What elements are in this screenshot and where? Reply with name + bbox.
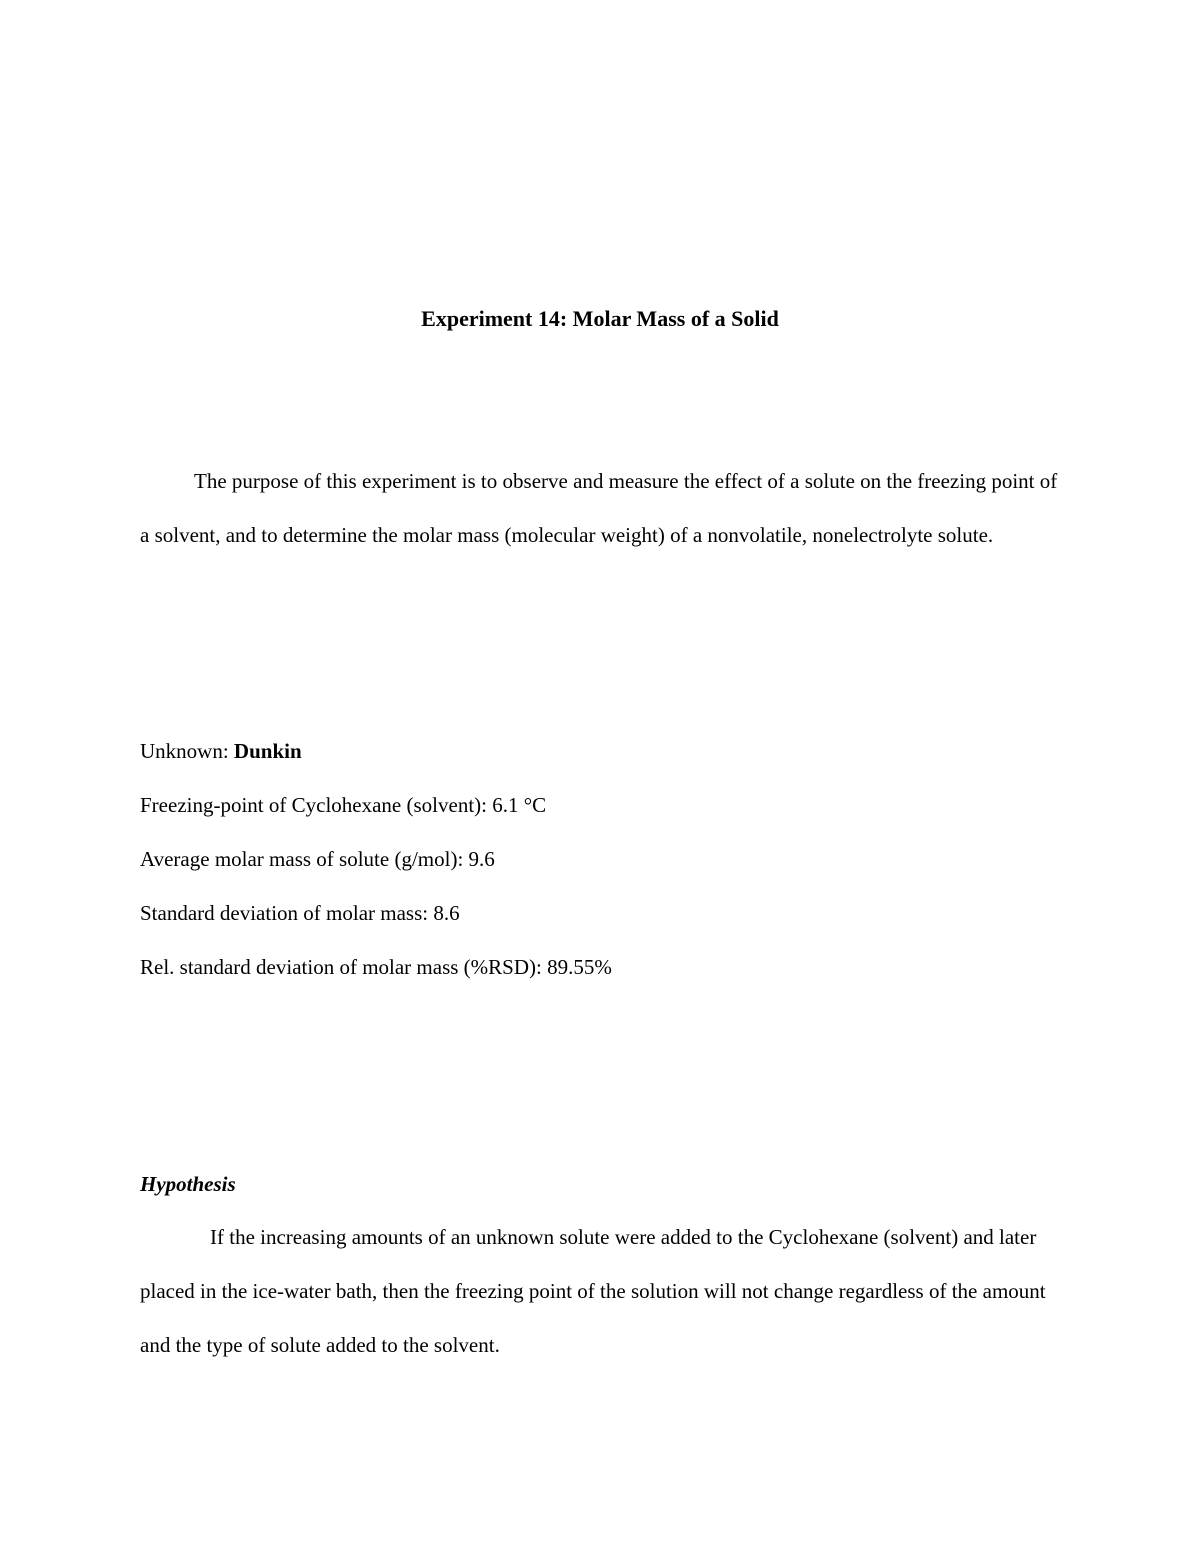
- unknown-value: Dunkin: [233, 739, 302, 763]
- purpose-paragraph: The purpose of this experiment is to observe and measure the effect of a solute on the freezing point of a solvent, and to determine the molar mass (molecular weight) of a nonvolatile, nonelectrolyte solute.: [140, 469, 1058, 547]
- standard-deviation-line: Standard deviation of molar mass: 8.6: [140, 901, 460, 925]
- relative-standard-deviation-line: Rel. standard deviation of molar mass (%RSD): 89.55%: [140, 955, 612, 979]
- document-title: Experiment 14: Molar Mass of a Solid: [421, 306, 779, 331]
- unknown-line: [140, 736, 302, 766]
- average-molar-mass-line: Average molar mass of solute (g/mol): 9.6: [140, 847, 495, 871]
- hypothesis-paragraph: If the increasing amounts of an unknown solute were added to the Cyclohexane (solvent) and later placed in the ice-water bath, then the freezing point of the solution will not change regardless of the amount and the type of solute added to the solvent.: [140, 1225, 1046, 1357]
- freezing-point-line: Freezing-point of Cyclohexane (solvent): 6.1 °C: [140, 793, 547, 817]
- unknown-label: Unknown:: [140, 739, 234, 763]
- hypothesis-heading: Hypothesis: [140, 1172, 236, 1196]
